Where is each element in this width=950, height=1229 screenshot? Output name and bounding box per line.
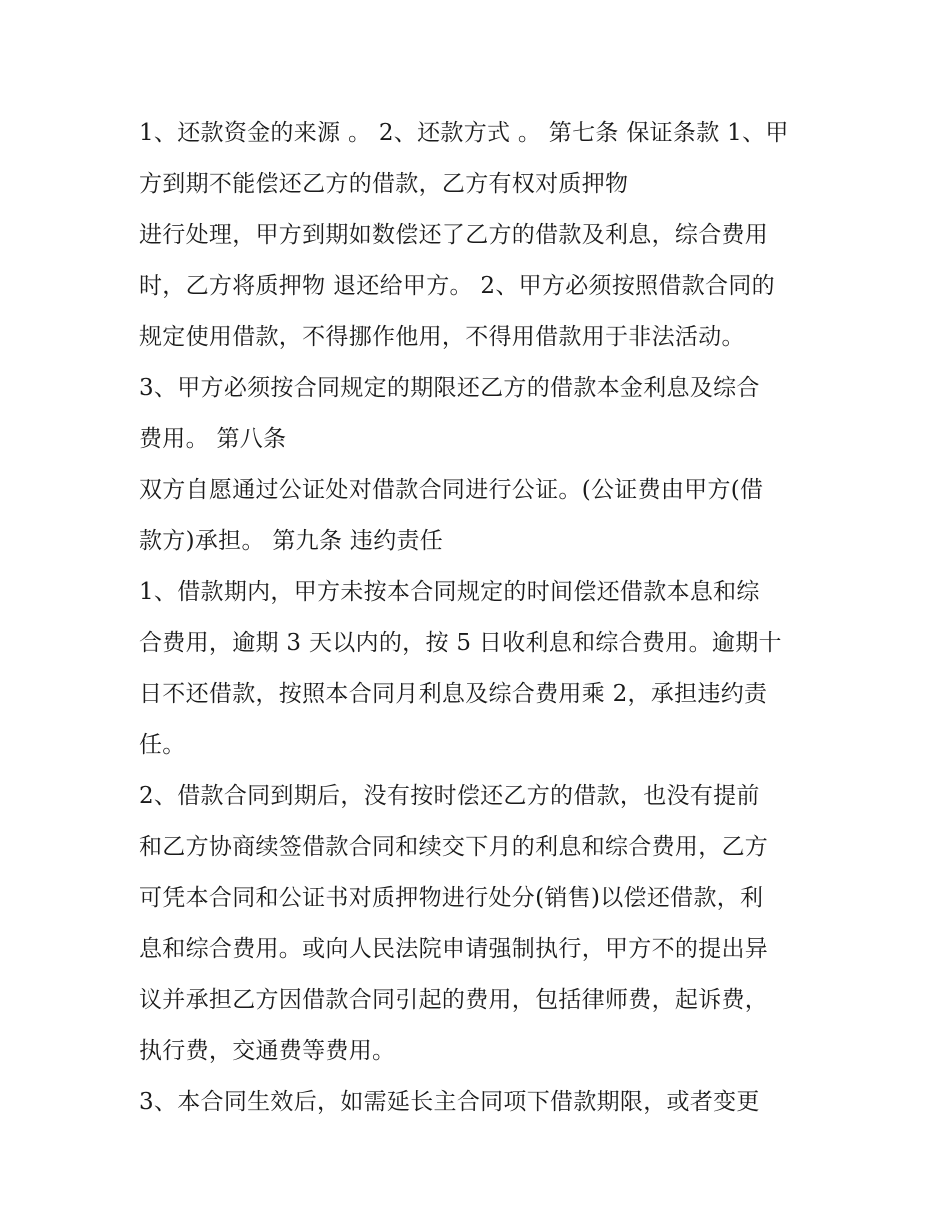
text-line: 款方)承担。 第九条 违约责任 — [139, 528, 444, 554]
text-line: 执行费，交通费等费用。 — [139, 1038, 396, 1064]
text-line: 时，乙方将质押物 退还给甲方。 2、甲方必须按照借款合同的 — [139, 273, 775, 299]
text-line: 合费用，逾期 3 天以内的，按 5 日收利息和综合费用。逾期十 — [139, 630, 782, 656]
text-line: 费用。 第八条 — [139, 426, 287, 452]
text-line: 3、本合同生效后，如需延长主合同项下借款期限，或者变更 — [139, 1089, 760, 1115]
text-line: 任。 — [139, 732, 186, 758]
text-line: 1、借款期内，甲方未按本合同规定的时间偿还借款本息和综 — [139, 579, 760, 605]
text-line: 3、甲方必须按合同规定的期限还乙方的借款本金利息及综合 — [139, 375, 760, 401]
text-line: 日不还借款，按照本合同月利息及综合费用乘 2，承担违约责 — [139, 681, 768, 707]
contract-body-text — [139, 108, 819, 1128]
text-line: 进行处理，甲方到期如数偿还了乙方的借款及利息，综合费用 — [139, 222, 769, 248]
text-line: 息和综合费用。或向人民法院申请强制执行，甲方不的提出异 — [139, 936, 769, 962]
text-line: 1、还款资金的来源 。 2、还款方式 。 第七条 保证条款 1、甲 — [139, 120, 789, 146]
text-line: 规定使用借款，不得挪作他用，不得用借款用于非法活动。 — [139, 324, 745, 350]
text-line: 和乙方协商续签借款合同和续交下月的利息和综合费用，乙方 — [139, 834, 769, 860]
text-line: 议并承担乙方因借款合同引起的费用，包括律师费，起诉费， — [139, 987, 769, 1013]
text-line: 2、借款合同到期后，没有按时偿还乙方的借款，也没有提前 — [139, 783, 760, 809]
text-line: 方到期不能偿还乙方的借款，乙方有权对质押物 — [139, 171, 629, 197]
text-line: 可凭本合同和公证书对质押物进行处分(销售)以偿还借款，利 — [139, 885, 764, 911]
text-line: 双方自愿通过公证处对借款合同进行公证。(公证费由甲方(借 — [139, 477, 764, 503]
